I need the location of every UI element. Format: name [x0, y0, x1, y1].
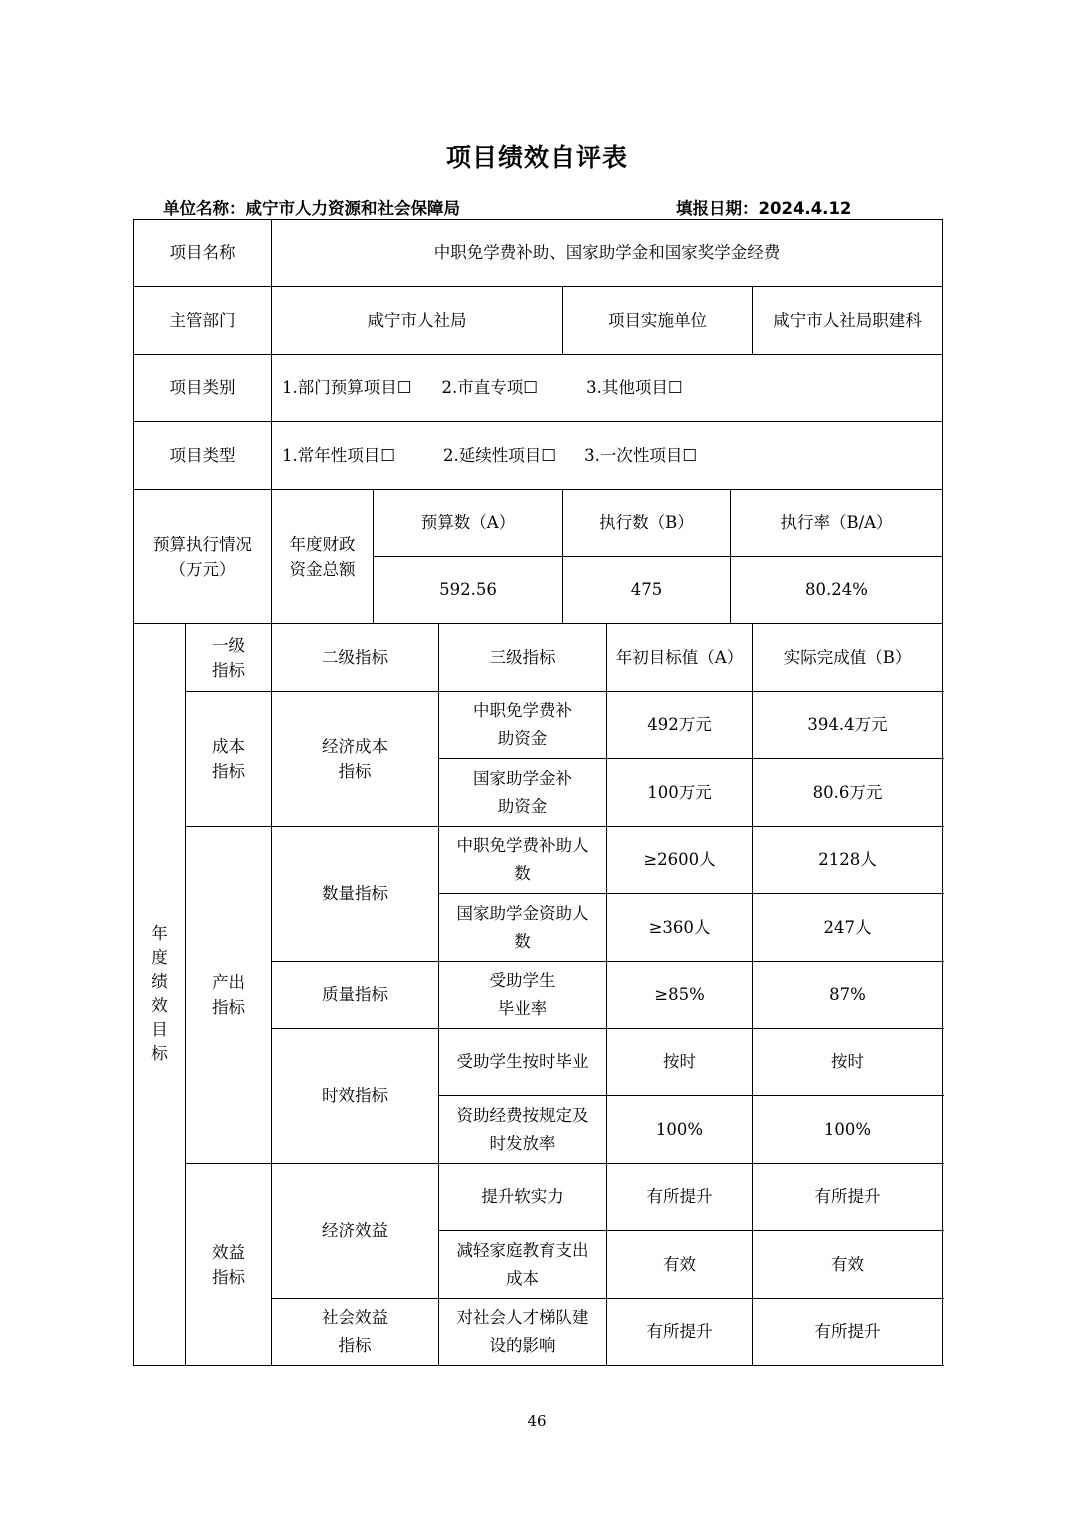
social-row-name: 对社会人才梯队建设的影响: [456, 1308, 589, 1355]
fill-date-value: 2024.4.12: [758, 199, 852, 218]
fill-date: [676, 195, 851, 219]
qty-row-2-name: 国家助学金资助人数: [456, 903, 589, 951]
page-title: 项目绩效自评表: [445, 143, 628, 172]
budget-val-rate: 80.24%: [731, 557, 943, 624]
header-actual: 实际完成值（B）: [753, 624, 943, 692]
type-option-3[interactable]: 3.一次性项目☐: [584, 445, 698, 465]
category-options: [272, 355, 943, 422]
time-row-1-actual: 按时: [753, 1029, 943, 1096]
category-label: 项目类别: [134, 355, 272, 422]
header-l3: 三级指标: [439, 624, 607, 692]
social-label-text: 社会效益指标: [322, 1308, 388, 1355]
category-option-3[interactable]: 3.其他项目☐: [586, 378, 683, 397]
qty-label: 数量指标: [272, 827, 439, 962]
cost-econ-label: [272, 692, 439, 827]
time-row-2-actual: 100%: [753, 1096, 943, 1164]
header-l1-text: 一级指标: [212, 635, 245, 680]
qty-row-2-actual: 247人: [753, 894, 943, 962]
impl-unit-value: 咸宁市人社局职建科: [753, 287, 943, 355]
table-row-name: [439, 1096, 607, 1164]
budget-col-rate: 执行率（B/A）: [731, 490, 943, 557]
cost-row-1-actual: 394.4万元: [753, 692, 943, 759]
benefit-econ-row-2-target: 有效: [607, 1231, 753, 1299]
budget-sub-label: [272, 490, 374, 624]
output-label: [186, 827, 272, 1164]
benefit-econ-row-2-actual: 有效: [753, 1231, 943, 1299]
dept-label: 主管部门: [134, 287, 272, 355]
perf-label: [134, 624, 186, 1366]
quality-row-name: 受助学生毕业率: [489, 971, 556, 1018]
page-number: 46: [527, 1412, 547, 1430]
benefit-econ-row-1-name: 提升软实力: [439, 1164, 607, 1231]
category-option-1[interactable]: 1.部门预算项目☐: [282, 378, 412, 397]
cost-row-2-actual: 80.6万元: [753, 759, 943, 827]
quality-label: 质量指标: [272, 962, 439, 1029]
benefit-econ-label: 经济效益: [272, 1164, 439, 1299]
budget-col-b: 执行数（B）: [563, 490, 731, 557]
impl-unit-label: 项目实施单位: [563, 287, 753, 355]
project-name-label: 项目名称: [134, 220, 272, 287]
output-label-text: 产出指标: [212, 973, 245, 1017]
table-row-name: [439, 827, 607, 894]
benefit-label: [186, 1164, 272, 1366]
social-row-actual: 有所提升: [753, 1299, 943, 1366]
social-row-target: 有所提升: [607, 1299, 753, 1366]
qty-row-1-actual: 2128人: [753, 827, 943, 894]
type-label: 项目类型: [134, 422, 272, 490]
cost-econ-label-text: 经济成本指标: [322, 737, 388, 781]
cost-row-1-target: 492万元: [607, 692, 753, 759]
budget-val-a: 592.56: [374, 557, 563, 624]
perf-label-text: 年度绩效目标: [151, 923, 168, 1063]
budget-col-a: 预算数（A）: [374, 490, 563, 557]
budget-sub-label-text: 年度财政资金总额: [289, 534, 356, 579]
qty-row-1-name: 中职免学费补助人数: [456, 836, 589, 883]
social-label: [272, 1299, 439, 1366]
time-label: 时效指标: [272, 1029, 439, 1164]
fill-date-label: 填报日期：: [676, 199, 759, 218]
type-option-1[interactable]: 1.常年性项目☐: [282, 445, 396, 465]
table-row-name: [439, 1029, 607, 1096]
cost-row-2-name: 国家助学金补助资金: [473, 768, 572, 816]
table-row-name: [439, 962, 607, 1029]
benefit-label-text: 效益指标: [212, 1242, 245, 1287]
unit-name: [163, 195, 460, 219]
time-row-2-name: 资助经费按规定及时发放率: [456, 1105, 589, 1153]
header-l2: 二级指标: [272, 624, 439, 692]
header-target: 年初目标值（A）: [607, 624, 753, 692]
category-option-2[interactable]: 2.市直专项☐: [441, 378, 539, 397]
qty-row-1-target: ≥2600人: [607, 827, 753, 894]
budget-label: [134, 490, 272, 624]
table-row-name: [439, 894, 607, 962]
benefit-econ-row-1-actual: 有所提升: [753, 1164, 943, 1231]
cost-row-1-name: 中职免学费补助资金: [473, 701, 572, 748]
unit-name-value: 咸宁市人力资源和社会保障局: [245, 199, 460, 218]
unit-name-label: 单位名称：: [163, 199, 246, 218]
cost-label-text: 成本指标: [212, 737, 245, 781]
project-name-value: 中职免学费补助、国家助学金和国家奖学金经费: [272, 220, 943, 287]
benefit-econ-row-2-name: 减轻家庭教育支出成本: [456, 1240, 589, 1288]
quality-row-actual: 87%: [753, 962, 943, 1029]
table-row-name: [439, 1231, 607, 1299]
qty-row-2-target: ≥360人: [607, 894, 753, 962]
header-l1: [186, 624, 272, 692]
type-option-2[interactable]: 2.延续性项目☐: [443, 445, 557, 465]
dept-value: 咸宁市人社局: [272, 287, 563, 355]
quality-row-target: ≥85%: [607, 962, 753, 1029]
cost-row-2-target: 100万元: [607, 759, 753, 827]
table-row-name: [439, 692, 607, 759]
budget-val-b: 475: [563, 557, 731, 624]
table-row-name: [439, 759, 607, 827]
time-row-1-target: 按时: [607, 1029, 753, 1096]
table-row-name: [439, 1299, 607, 1366]
time-row-2-target: 100%: [607, 1096, 753, 1164]
cost-label: [186, 692, 272, 827]
performance-table: [133, 219, 943, 1366]
benefit-econ-row-1-target: 有所提升: [607, 1164, 753, 1231]
budget-label-text: 预算执行情况（万元）: [153, 534, 252, 579]
type-options: [272, 422, 943, 490]
time-row-1-name: 受助学生按时毕业: [456, 1052, 589, 1071]
